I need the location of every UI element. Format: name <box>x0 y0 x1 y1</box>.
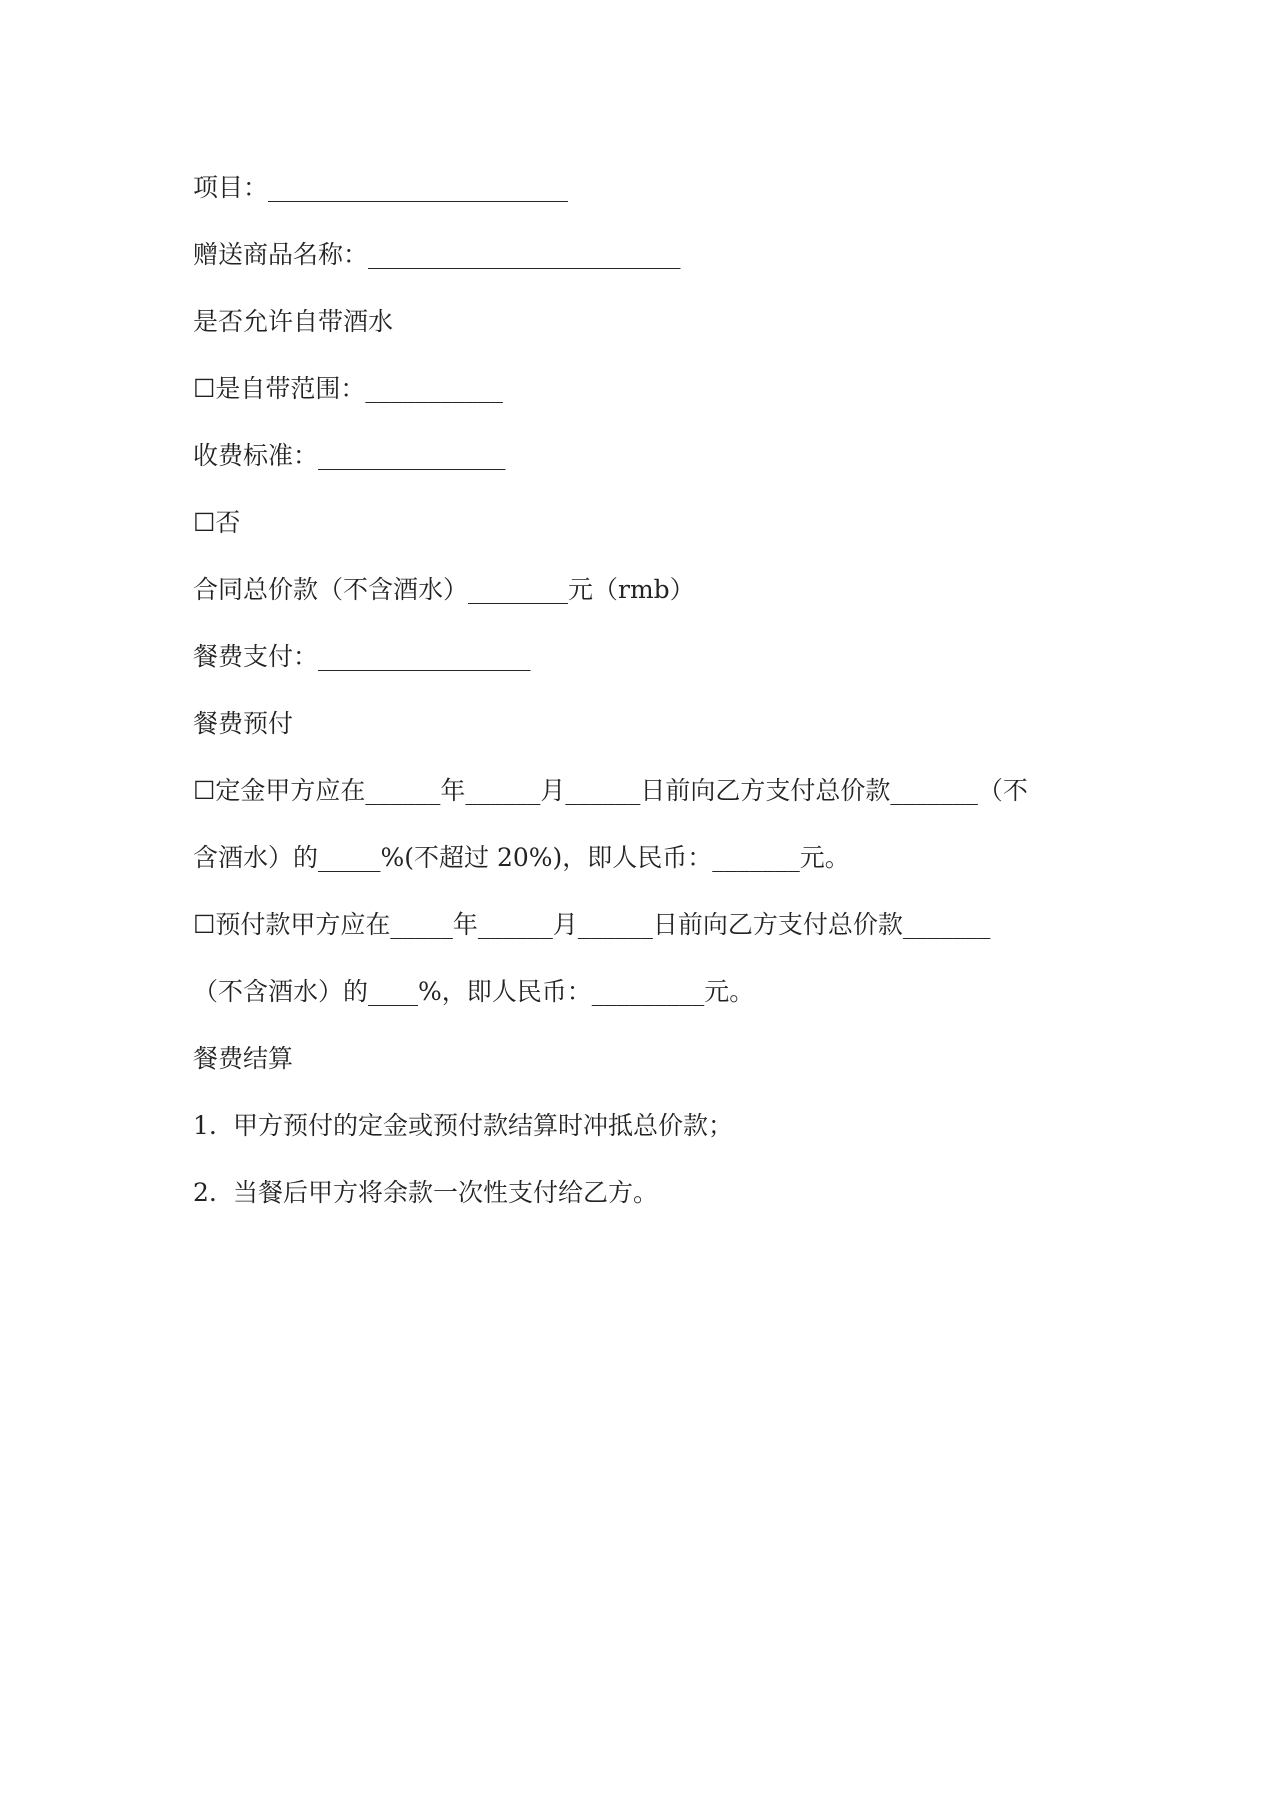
settlement-item-2-number: 2. <box>193 1178 217 1207</box>
settlement-item-1-text: 甲方预付的定金或预付款结算时冲抵总价款； <box>233 1111 734 1140</box>
settlement-item-2-text: 当餐后甲方将余款一次性支付给乙方。 <box>233 1178 659 1207</box>
meal-prepayment-heading: 餐费预付 <box>193 709 294 738</box>
own-drinks-yes-scope-line: ☐是自带范围：___________ <box>193 374 503 403</box>
meal-settlement-heading: 餐费结算 <box>193 1044 294 1073</box>
project-line: 项目：________________________ <box>193 173 569 202</box>
settlement-item-2 <box>193 1173 1093 1213</box>
advance-payment-clause-line-1: ☐预付款甲方应在_____年______月______日前向乙方支付总价款_______ <box>193 910 991 939</box>
settlement-item-1-number: 1. <box>193 1111 217 1140</box>
own-drinks-question: 是否允许自带酒水 <box>193 307 394 336</box>
deposit-clause-line-2: 含酒水）的_____%(不超过 20%)，即人民币：_______元。 <box>193 843 850 872</box>
contract-total-price-line: 合同总价款（不含酒水）________元（rmb） <box>193 575 695 604</box>
deposit-clause-line-1: ☐定金甲方应在______年______月______日前向乙方支付总价款_______（不 <box>193 776 1028 805</box>
charge-standard-line: 收费标准：_______________ <box>193 441 506 470</box>
document-body <box>193 168 1093 1240</box>
own-drinks-no-option: ☐否 <box>193 508 241 537</box>
advance-payment-clause-line-2: （不含酒水）的____%，即人民币：_________元。 <box>193 977 755 1006</box>
settlement-item-1 <box>193 1106 1093 1146</box>
meal-payment-line: 餐费支付：_________________ <box>193 642 531 671</box>
gift-item-name-line: 赠送商品名称：_________________________ <box>193 240 681 269</box>
